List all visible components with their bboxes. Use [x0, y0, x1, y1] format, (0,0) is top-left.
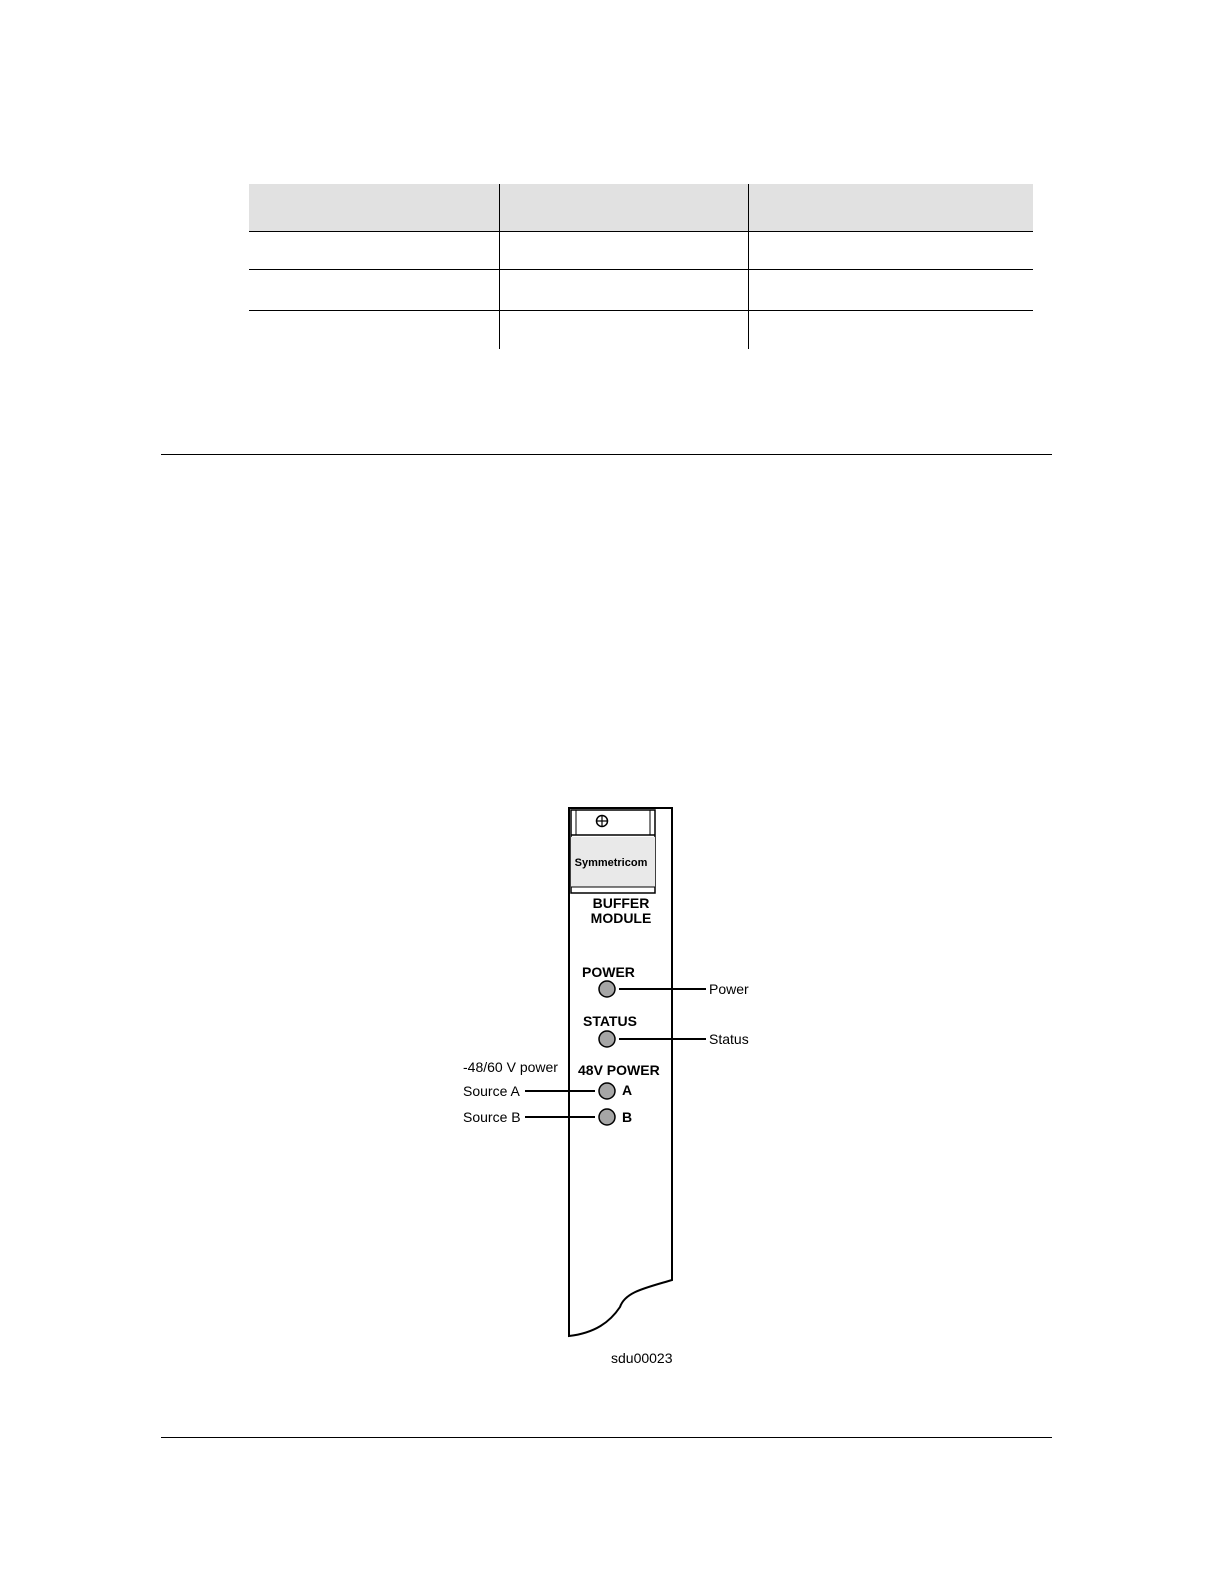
table-header-row — [249, 184, 1033, 232]
table-cell — [249, 232, 499, 270]
table-header-cell — [499, 184, 748, 232]
module-title-line2: MODULE — [590, 910, 652, 926]
table-cell — [249, 270, 499, 311]
figure-id: sdu00023 — [611, 1350, 673, 1366]
buffer-module-illustration — [440, 800, 780, 1380]
power-led — [599, 981, 615, 997]
table-cell — [499, 232, 748, 270]
table-cell — [748, 232, 1033, 270]
table-cell — [748, 311, 1033, 350]
buffer-module-figure — [440, 800, 780, 1380]
source-a-callout: Source A — [463, 1083, 520, 1099]
power-label: POWER — [582, 964, 635, 980]
led-b-label: B — [622, 1109, 633, 1125]
table-header-cell — [249, 184, 499, 232]
screw-icon — [597, 816, 608, 827]
power-source-callout: -48/60 V power — [463, 1059, 558, 1075]
source-b-led — [599, 1109, 615, 1125]
table-cell — [499, 311, 748, 350]
section-divider — [161, 454, 1052, 455]
power-callout: Power — [709, 981, 749, 997]
table-cell — [249, 311, 499, 350]
status-callout: Status — [709, 1031, 749, 1047]
table-row — [249, 270, 1033, 311]
source-a-led — [599, 1083, 615, 1099]
module-title-line1: BUFFER — [592, 895, 650, 911]
footer-divider — [161, 1437, 1052, 1438]
48v-power-label: 48V POWER — [578, 1062, 660, 1078]
table-header-cell — [748, 184, 1033, 232]
table-row — [249, 311, 1033, 350]
spec-table — [249, 184, 1033, 349]
led-a-label: A — [622, 1082, 633, 1098]
symmetricom-logo: Symmetricom — [574, 857, 648, 869]
table-cell — [748, 270, 1033, 311]
table-row — [249, 232, 1033, 270]
table-cell — [499, 270, 748, 311]
status-led — [599, 1031, 615, 1047]
source-b-callout: Source B — [463, 1109, 521, 1125]
status-label: STATUS — [583, 1013, 637, 1029]
